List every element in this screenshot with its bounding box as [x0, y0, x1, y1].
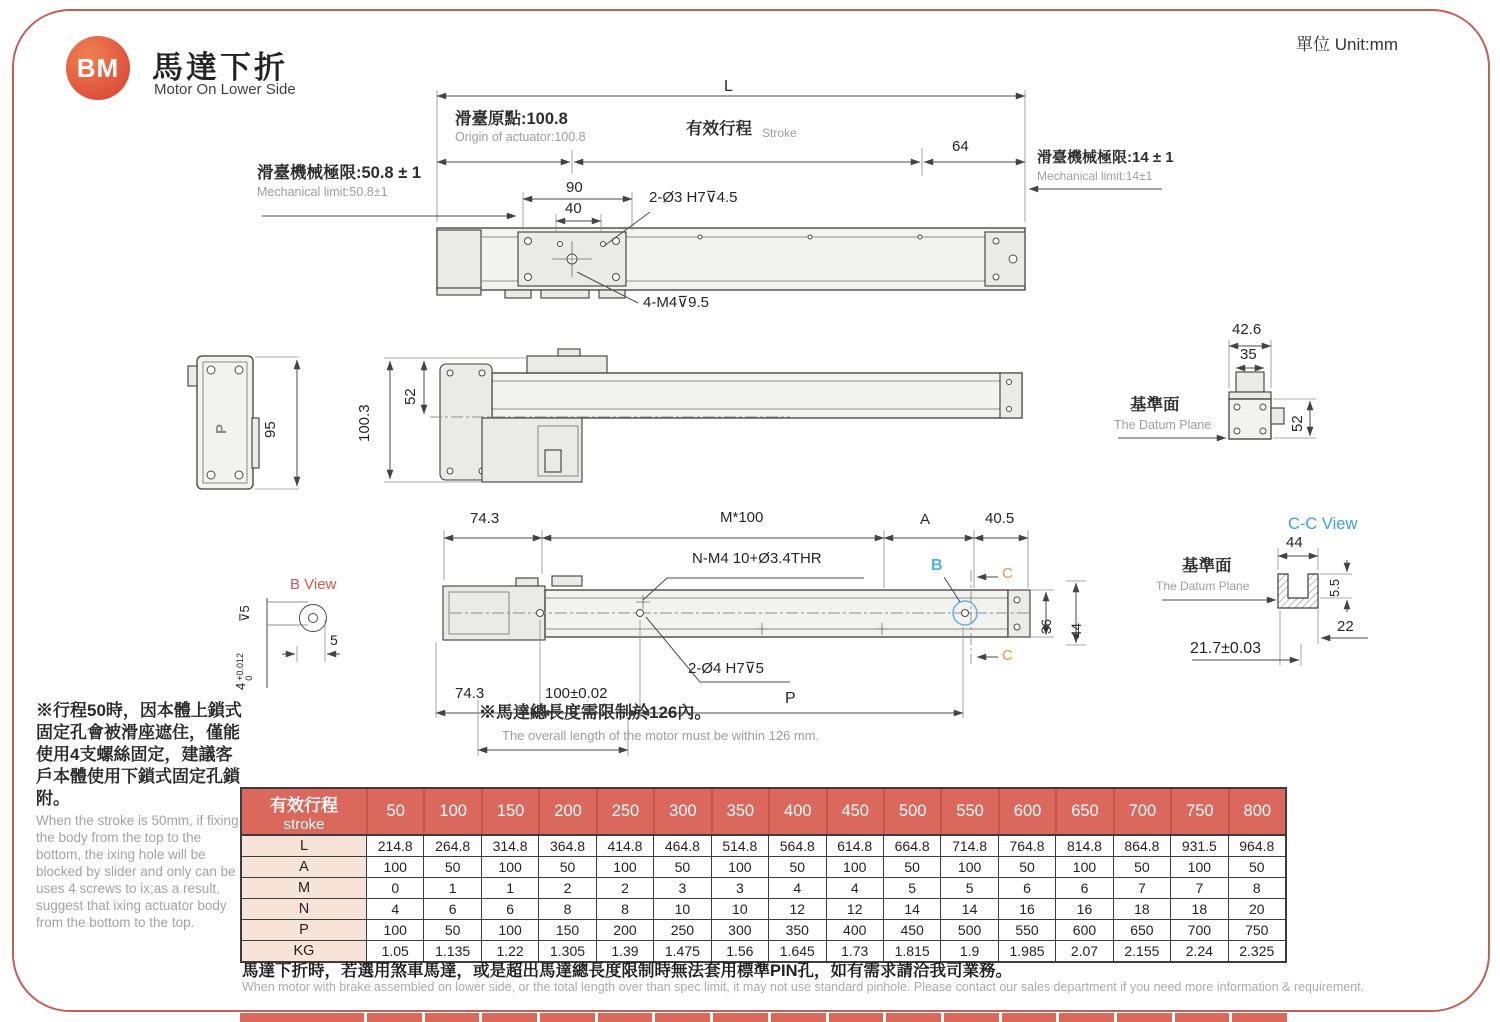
datum-plane-en: The Datum Plane [1114, 418, 1212, 432]
table-cell: 414.8 [596, 836, 653, 856]
dim-44-cc: 44 [1286, 534, 1303, 551]
table-cell: 50 [423, 920, 480, 940]
stroke-column-header: 350 [711, 789, 768, 834]
table-cell: 10 [711, 899, 768, 919]
next-table-strip [240, 1013, 1287, 1022]
dim-74-3-bottom: 74.3 [455, 685, 485, 702]
table-cell: 700 [1170, 920, 1227, 940]
table-row [242, 836, 1285, 856]
table-cell: 100 [826, 857, 883, 877]
table-cell: 750 [1228, 920, 1285, 940]
table-cell: 2 [596, 878, 653, 898]
strip-cell [829, 1013, 884, 1022]
table-cell: 300 [711, 920, 768, 940]
strip-cell [482, 1013, 537, 1022]
table-cell: 100 [596, 857, 653, 877]
origin-label-en: Origin of actuator:100.8 [455, 130, 586, 144]
table-cell: 1.985 [998, 941, 1055, 961]
row-label: N [242, 899, 366, 919]
table-cell: 50 [883, 857, 940, 877]
dim-P: P [785, 690, 796, 707]
table-cell: 8 [538, 899, 595, 919]
label-4xM4-holes: 4-M4⊽9.5 [643, 294, 710, 311]
table-cell: 664.8 [883, 836, 940, 856]
dim-100-3: 100.3 [356, 404, 373, 442]
table-cell: 1 [481, 878, 538, 898]
table-cell: 7 [1170, 878, 1227, 898]
end-view [188, 356, 299, 489]
table-cell: 264.8 [423, 836, 480, 856]
table-cell: 50 [1228, 857, 1285, 877]
strip-cell [713, 1013, 768, 1022]
motor-length-note-zh: ※馬達總長度需限制於126內。 [479, 703, 712, 722]
row-label: L [242, 836, 366, 856]
stroke-column-header: 50 [366, 789, 423, 834]
table-row [242, 898, 1285, 919]
dim-52-left: 52 [402, 388, 419, 405]
table-row [242, 877, 1285, 898]
table-cell: 450 [883, 920, 940, 940]
table-cell: 5 [940, 878, 997, 898]
dim-5: 5 [330, 632, 338, 648]
table-cell: 4 [768, 878, 825, 898]
stroke-50-note [36, 700, 243, 931]
table-cell: 12 [768, 899, 825, 919]
dim-Mx100: M*100 [720, 509, 764, 526]
table-cell: 50 [653, 857, 710, 877]
table-cell: 1.815 [883, 941, 940, 961]
section-label-B: B [931, 557, 943, 574]
table-cell: 6 [481, 899, 538, 919]
dim-depth-5: ⊽5 [237, 605, 252, 622]
table-cell: 2.325 [1228, 941, 1285, 961]
tol-upper: +0.012 [235, 652, 245, 681]
tol-base: 4 [233, 682, 248, 690]
table-cell: 100 [481, 857, 538, 877]
table-cell: 4 [366, 899, 423, 919]
table-cell: 100 [481, 920, 538, 940]
table-cell: 100 [366, 857, 423, 877]
table-cell: 7 [1113, 878, 1170, 898]
table-cell: 6 [1055, 878, 1112, 898]
stroke-column-header: 600 [998, 789, 1055, 834]
dim-42-6: 42.6 [1232, 321, 1262, 338]
table-cell: 50 [768, 857, 825, 877]
dim-21-7: 21.7±0.03 [1190, 640, 1262, 657]
table-cell: 650 [1113, 920, 1170, 940]
table-cell: 8 [596, 899, 653, 919]
side-view [384, 349, 1022, 482]
dim-64: 64 [952, 138, 969, 155]
strip-cell [540, 1013, 595, 1022]
table-cell: 100 [1055, 857, 1112, 877]
table-cell: 714.8 [940, 836, 997, 856]
b-view-title: B View [290, 576, 337, 593]
unit-label: 單位 Unit:mm [1296, 35, 1398, 54]
table-cell: 1.9 [940, 941, 997, 961]
stroke-column-header: 800 [1228, 789, 1285, 834]
table-cell: 964.8 [1228, 836, 1285, 856]
table-cell: 6 [998, 878, 1055, 898]
table-row [242, 919, 1285, 940]
table-cell: 200 [596, 920, 653, 940]
page-subtitle: Motor On Lower Side [154, 81, 296, 98]
table-cell: 364.8 [538, 836, 595, 856]
table-cell: 12 [826, 899, 883, 919]
table-cell: 50 [998, 857, 1055, 877]
stroke-label-en: Stroke [762, 126, 797, 140]
table-cell: 350 [768, 920, 825, 940]
section-label-C-top: C [1002, 565, 1013, 582]
table-cell: 1.135 [423, 941, 480, 961]
table-cell: 100 [940, 857, 997, 877]
stroke-column-header: 700 [1113, 789, 1170, 834]
row-label: A [242, 857, 366, 877]
stroke-column-header: 250 [596, 789, 653, 834]
cc-view-title: C-C View [1288, 515, 1358, 533]
strip-cell [240, 1013, 364, 1022]
table-cell: 1.56 [711, 941, 768, 961]
table-cell: 16 [1055, 899, 1112, 919]
table-cell: 2.155 [1113, 941, 1170, 961]
table-cell: 6 [423, 899, 480, 919]
spec-table-body [242, 836, 1285, 961]
table-cell: 1.05 [366, 941, 423, 961]
stroke-column-header: 300 [653, 789, 710, 834]
table-cell: 614.8 [826, 836, 883, 856]
dim-95: 95 [262, 421, 279, 438]
dim-A: A [920, 511, 931, 528]
table-cell: 2.07 [1055, 941, 1112, 961]
table-cell: 1.475 [653, 941, 710, 961]
table-cell: 931.5 [1170, 836, 1227, 856]
label-NM4-holes: N-M4 10+Ø3.4THR [692, 550, 822, 567]
spec-table-header-row [242, 789, 1285, 836]
table-cell: 1.39 [596, 941, 653, 961]
dim-5-5: 5.5 [1327, 578, 1342, 597]
table-cell: 100 [366, 920, 423, 940]
strip-cell [598, 1013, 653, 1022]
table-cell: 100 [1170, 857, 1227, 877]
strip-cell [1232, 1013, 1287, 1022]
dim-22: 22 [1337, 618, 1354, 635]
table-cell: 250 [653, 920, 710, 940]
stroke-column-header: 500 [883, 789, 940, 834]
table-cell: 2.24 [1170, 941, 1227, 961]
page-title: 馬達下折 [152, 50, 288, 85]
label-2xO3-holes: 2-Ø3 H7⊽4.5 [649, 189, 738, 206]
stroke-header-zh: 有效行程 [270, 795, 338, 815]
table-cell: 3 [653, 878, 710, 898]
datum-plane-zh: 基準面 [1130, 396, 1180, 414]
table-cell: 10 [653, 899, 710, 919]
motor-length-note-en: The overall length of the motor must be within 126 mm. [502, 728, 820, 743]
strip-cell [1175, 1013, 1230, 1022]
dim-44: 44 [1069, 622, 1084, 638]
table-cell: 214.8 [366, 836, 423, 856]
table-cell: 600 [1055, 920, 1112, 940]
strip-cell [1117, 1013, 1172, 1022]
label-2xO4-holes: 2-Ø4 H7⊽5 [688, 660, 765, 677]
table-cell: 20 [1228, 899, 1285, 919]
bm-logo [66, 36, 130, 100]
dim-4-tolerance [234, 653, 254, 690]
strip-cell [367, 1013, 422, 1022]
table-cell: 550 [998, 920, 1055, 940]
table-cell: 314.8 [481, 836, 538, 856]
table-cell: 814.8 [1055, 836, 1112, 856]
spec-table [240, 787, 1287, 963]
row-label: M [242, 878, 366, 898]
footer-note-en: When motor with brake assembled on lower side, or the total length over than spec limit, it may not use standard pinhole. Please contact our sales department if you need more information & requirement. [242, 980, 1365, 994]
stroke-50-note-en: When the stroke is 50mm, if fixing the body from the top to the bottom, the ixing hole will be blocked by slider and only can be uses 4 screws to ix;as a result, suggest that ixing actuator body from the bottom to the top. [36, 813, 239, 931]
table-cell: 150 [538, 920, 595, 940]
strip-cell [1059, 1013, 1114, 1022]
tol-lower: 0 [244, 675, 254, 681]
table-cell: 2 [538, 878, 595, 898]
tol-stack [236, 653, 254, 681]
table-cell: 100 [711, 857, 768, 877]
stroke-column-header: 750 [1170, 789, 1227, 834]
strip-cell [655, 1013, 710, 1022]
datum-plane-cc-zh: 基準面 [1182, 557, 1232, 575]
table-cell: 764.8 [998, 836, 1055, 856]
bm-logo-text: BM [76, 52, 120, 83]
footer-note-zh: 馬達下折時，若選用煞車馬達，或是超出馬達總長度限制時無法套用標準PIN孔，如有需求請洽我司業務。 [242, 962, 1013, 980]
stroke-column-header: 200 [538, 789, 595, 834]
table-cell: 464.8 [653, 836, 710, 856]
table-cell: 50 [1113, 857, 1170, 877]
dim-74-3-top: 74.3 [470, 510, 500, 527]
dim-40: 40 [565, 200, 582, 217]
table-cell: 1.22 [481, 941, 538, 961]
dim-100-tol: 100±0.02 [545, 685, 608, 702]
dim-40-5: 40.5 [985, 510, 1015, 527]
table-cell: 500 [940, 920, 997, 940]
mech-limit-right-zh: 滑臺機械極限:14 ± 1 [1037, 149, 1174, 166]
motor-brand-mark: P [213, 423, 230, 434]
mech-limit-left-en: Mechanical limit:50.8±1 [257, 185, 388, 199]
table-cell: 564.8 [768, 836, 825, 856]
table-cell: 1.645 [768, 941, 825, 961]
table-row [242, 856, 1285, 877]
table-cell: 1.305 [538, 941, 595, 961]
stroke-label-zh: 有效行程 [686, 120, 752, 138]
stroke-column-header: 550 [940, 789, 997, 834]
table-cell: 400 [826, 920, 883, 940]
table-cell: 14 [883, 899, 940, 919]
row-label: P [242, 920, 366, 940]
dim-52-right: 52 [1289, 415, 1306, 432]
stroke-header-cell [242, 789, 366, 834]
table-cell: 3 [711, 878, 768, 898]
row-label: KG [242, 941, 366, 961]
strip-cell [886, 1013, 941, 1022]
mech-limit-left-zh: 滑臺機械極限:50.8 ± 1 [257, 164, 422, 182]
table-cell: 50 [423, 857, 480, 877]
stroke-column-header: 650 [1055, 789, 1112, 834]
strip-cell [944, 1013, 999, 1022]
origin-label-zh: 滑臺原點:100.8 [455, 110, 568, 128]
datum-plane-cc-en: The Datum Plane [1156, 579, 1250, 593]
strip-cell [771, 1013, 826, 1022]
table-cell: 18 [1170, 899, 1227, 919]
table-cell: 514.8 [711, 836, 768, 856]
strip-cell [1002, 1013, 1057, 1022]
strip-cell [425, 1013, 480, 1022]
section-label-C-bottom: C [1002, 647, 1013, 664]
table-cell: 4 [826, 878, 883, 898]
table-cell: 0 [366, 878, 423, 898]
table-cell: 1 [423, 878, 480, 898]
dim-90: 90 [566, 179, 583, 196]
table-cell: 864.8 [1113, 836, 1170, 856]
table-cell: 50 [538, 857, 595, 877]
stroke-column-header: 100 [423, 789, 480, 834]
stroke-column-header: 450 [826, 789, 883, 834]
stroke-column-header: 400 [768, 789, 825, 834]
mech-limit-right-en: Mechanical limit:14±1 [1037, 169, 1153, 183]
table-cell: 1.73 [826, 941, 883, 961]
table-cell: 14 [940, 899, 997, 919]
stroke-50-note-zh: ※行程50時，因本體上鎖式固定孔會被滑座遮住，僅能使用4支螺絲固定，建議客戶本體使用下鎖式固定孔鎖附。 [36, 701, 242, 809]
stroke-column-header: 150 [481, 789, 538, 834]
table-cell: 18 [1113, 899, 1170, 919]
table-cell: 8 [1228, 878, 1285, 898]
stroke-header-en: stroke [283, 815, 325, 833]
dim-L: L [724, 78, 733, 95]
table-cell: 16 [998, 899, 1055, 919]
table-cell: 5 [883, 878, 940, 898]
dim-35: 35 [1240, 346, 1257, 363]
dim-36: 36 [1039, 618, 1054, 634]
